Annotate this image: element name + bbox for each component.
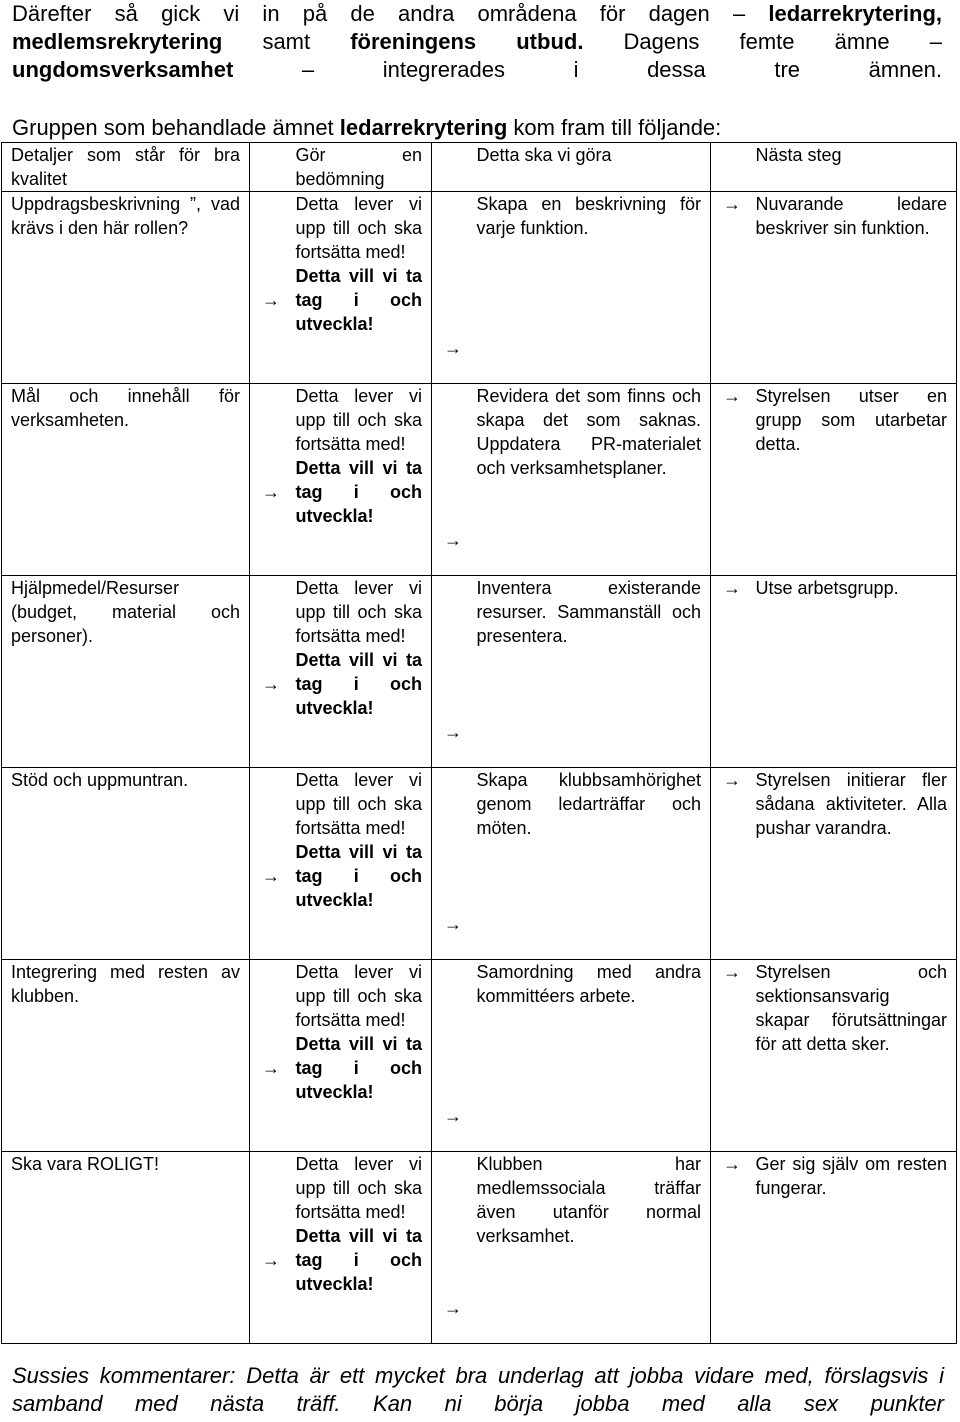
header-spacer — [250, 143, 294, 192]
table-row — [2, 576, 957, 768]
intro-text: Därefter så gick vi in på de andra områdena för dagen – — [12, 1, 769, 26]
arrow-cell — [711, 1152, 754, 1344]
assessment-lives-up: Detta lever vi upp till och ska fortsätta med! — [295, 962, 422, 1030]
arrow-right-icon: → — [262, 866, 280, 886]
detail-cell: Uppdragsbeskrivning ”, vad krävs i den här rollen? — [2, 192, 250, 384]
assessment-table — [1, 142, 957, 1344]
assessment-develop: Detta vill vi ta tag i och utveckla! — [295, 650, 422, 718]
action-cell: Skapa klubbsamhörighet genom ledarträffar och möten. — [475, 768, 711, 960]
arrow-cell — [432, 576, 475, 768]
next-step-cell: Nuvarande ledare beskriver sin funktion. — [754, 192, 957, 384]
section-heading — [12, 114, 942, 142]
detail-cell: Ska vara ROLIGT! — [2, 1152, 250, 1344]
intro-paragraph — [12, 0, 942, 84]
arrow-cell — [250, 1152, 294, 1344]
table-row — [2, 960, 957, 1152]
assessment-lives-up: Detta lever vi upp till och ska fortsätta med! — [295, 1154, 422, 1222]
next-step-cell: Ger sig själv om resten fungerar. — [754, 1152, 957, 1344]
arrow-right-icon: → — [723, 578, 741, 598]
arrow-cell — [711, 192, 754, 384]
assessment-lives-up: Detta lever vi upp till och ska fortsätta med! — [295, 194, 422, 262]
table-row — [2, 384, 957, 576]
assessment-cell — [294, 1152, 432, 1344]
header-next-step: Nästa steg — [754, 143, 957, 192]
arrow-right-icon: → — [444, 338, 462, 358]
assessment-develop: Detta vill vi ta tag i och utveckla! — [295, 1034, 422, 1102]
intro-topic-offer: föreningens utbud. — [350, 29, 584, 54]
arrow-cell — [432, 192, 475, 384]
intro-topic-youth: ungdomsverksamhet — [12, 57, 234, 82]
arrow-cell — [250, 576, 294, 768]
arrow-cell — [711, 576, 754, 768]
table-row — [2, 1152, 957, 1344]
header-spacer — [711, 143, 754, 192]
arrow-cell — [250, 384, 294, 576]
arrow-cell — [250, 960, 294, 1152]
assessment-lives-up: Detta lever vi upp till och ska fortsätta med! — [295, 578, 422, 646]
table-header-row — [2, 143, 957, 192]
arrow-right-icon: → — [262, 1250, 280, 1270]
arrow-right-icon: → — [444, 1298, 462, 1318]
assessment-develop: Detta vill vi ta tag i och utveckla! — [295, 266, 422, 334]
intro-topic-leader: ledarrekrytering, — [768, 1, 942, 26]
header-assessment: Gör en bedömning — [294, 143, 432, 192]
assessment-cell — [294, 384, 432, 576]
arrow-cell — [711, 384, 754, 576]
next-step-cell: Styrelsen initierar fler sådana aktiviteter. Alla pushar varandra. — [754, 768, 957, 960]
arrow-cell — [432, 768, 475, 960]
action-cell: Skapa en beskrivning för varje funktion. — [475, 192, 711, 384]
next-step-cell: Styrelsen och sektionsansvarig skapar förutsättningar för att detta sker. — [754, 960, 957, 1152]
assessment-cell — [294, 768, 432, 960]
reviewer-comment: Sussies kommentarer: Detta är ett mycket bra underlag att jobba vidare med, förslagsvis i samband med nästa träff. Kan ni börja jobba med alla sex punkter — [12, 1363, 944, 1416]
intro-topic-member: medlemsrekrytering — [12, 29, 223, 54]
assessment-lives-up: Detta lever vi upp till och ska fortsätta med! — [295, 386, 422, 454]
detail-cell: Integrering med resten av klubben. — [2, 960, 250, 1152]
arrow-cell — [432, 1152, 475, 1344]
detail-cell: Stöd och uppmuntran. — [2, 768, 250, 960]
intro-text: Dagens femte ämne – — [583, 29, 942, 54]
arrow-right-icon: → — [444, 914, 462, 934]
arrow-right-icon: → — [444, 722, 462, 742]
table-row — [2, 192, 957, 384]
detail-cell: Hjälpmedel/Resurser (budget, material och personer). — [2, 576, 250, 768]
arrow-right-icon: → — [444, 1106, 462, 1126]
arrow-cell — [711, 960, 754, 1152]
action-cell: Inventera existerande resurser. Sammanställ och presentera. — [475, 576, 711, 768]
assessment-develop: Detta vill vi ta tag i och utveckla! — [295, 842, 422, 910]
intro-text: – integrerades i dessa tre ämnen. — [233, 57, 942, 82]
arrow-right-icon: → — [262, 482, 280, 502]
table-row — [2, 768, 957, 960]
arrow-right-icon: → — [262, 1058, 280, 1078]
detail-cell: Mål och innehåll för verksamheten. — [2, 384, 250, 576]
arrow-right-icon: → — [444, 530, 462, 550]
arrow-right-icon: → — [723, 194, 741, 214]
action-cell: Samordning med andra kommittéers arbete. — [475, 960, 711, 1152]
next-step-cell: Utse arbetsgrupp. — [754, 576, 957, 768]
header-details: Detaljer som står för bra kvalitet — [2, 143, 250, 192]
assessment-cell — [294, 960, 432, 1152]
assessment-develop: Detta vill vi ta tag i och utveckla! — [295, 458, 422, 526]
arrow-cell — [432, 384, 475, 576]
arrow-cell — [250, 192, 294, 384]
arrow-cell — [432, 960, 475, 1152]
assessment-lives-up: Detta lever vi upp till och ska fortsätta med! — [295, 770, 422, 838]
arrow-right-icon: → — [262, 674, 280, 694]
arrow-right-icon: → — [262, 290, 280, 310]
heading-text: Gruppen som behandlade ämnet — [12, 115, 340, 140]
arrow-right-icon: → — [723, 770, 741, 790]
intro-text: samt — [222, 29, 351, 54]
arrow-right-icon: → — [723, 1154, 741, 1174]
assessment-cell — [294, 576, 432, 768]
arrow-cell — [250, 768, 294, 960]
arrow-right-icon: → — [723, 962, 741, 982]
heading-text: kom fram till följande: — [507, 115, 722, 140]
action-cell: Revidera det som finns och skapa det som saknas. Uppdatera PR-materialet och verksamhetsplaner. — [475, 384, 711, 576]
arrow-right-icon: → — [723, 386, 741, 406]
assessment-develop: Detta vill vi ta tag i och utveckla! — [295, 1226, 422, 1294]
next-step-cell: Styrelsen utser en grupp som utarbetar detta. — [754, 384, 957, 576]
header-actions: Detta ska vi göra — [475, 143, 711, 192]
heading-topic: ledarrekrytering — [339, 115, 508, 140]
arrow-cell — [711, 768, 754, 960]
action-cell: Klubben har medlemssociala träffar även utanför normal verksamhet. — [475, 1152, 711, 1344]
assessment-cell — [294, 192, 432, 384]
header-spacer — [432, 143, 475, 192]
